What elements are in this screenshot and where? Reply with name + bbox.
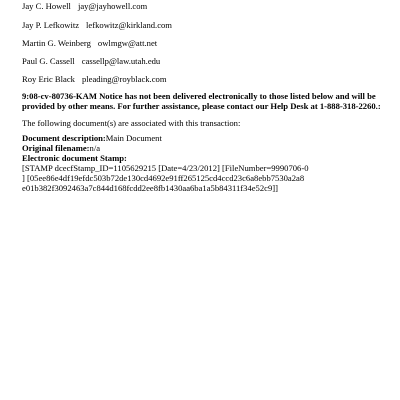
contact-name: Paul G. Cassell [22,56,75,66]
delivery-notice: 9:08-cv-80736-KAM Notice has not been delivered electronically to those listed below and will be provided by other means. For further assistance, please contact our Help Desk at 1-888-318-2260.: [22,91,381,111]
original-filename-label: Original filename: [22,143,90,153]
stamp-line: ] [05ee86e4df19efdc503b72de130cd4692e91ff265125cd4ccd23c6a8ebb7530a2a8 [22,173,305,183]
document-description-label: Document description: [22,133,106,143]
contact-email: owlmgw@att.net [97,38,158,48]
original-filename-row [22,143,392,153]
document-description-row [22,133,392,143]
document-details [22,133,392,193]
contact-name: Jay P. Lefkowitz [22,20,80,30]
contact-name: Roy Eric Black [22,74,75,84]
original-filename-value: n/a [89,143,101,153]
contact-name: Martin G. Weinberg [22,38,91,48]
contact-email: lefkowitz@kirkland.com [86,20,172,30]
contact-entry [22,38,157,48]
stamp-line: e01b382f3092463a7c844d168fcdd2ee8fb1430aa6ba1a5b84311f34e52c9]] [22,183,278,193]
document-stamp-row [22,153,392,163]
contact-entry [22,20,172,30]
contact-entry [22,1,147,11]
associated-documents-text: The following document(s) are associated with this transaction: [22,118,241,128]
contact-email: jay@jayhowell.com [77,1,148,11]
stamp-line: [STAMP dcecfStamp_ID=1105629215 [Date=4/23/2012] [FileNumber=9990706-0 [22,163,309,173]
document-stamp-label: Electronic document Stamp: [22,153,127,163]
document-description-value: Main Document [105,133,162,143]
contact-entry [22,74,167,84]
contact-entry [22,56,160,66]
contact-email: pleading@royblack.com [81,74,167,84]
contact-name: Jay C. Howell [22,1,71,11]
contact-email: cassellp@law.utah.edu [81,56,161,66]
